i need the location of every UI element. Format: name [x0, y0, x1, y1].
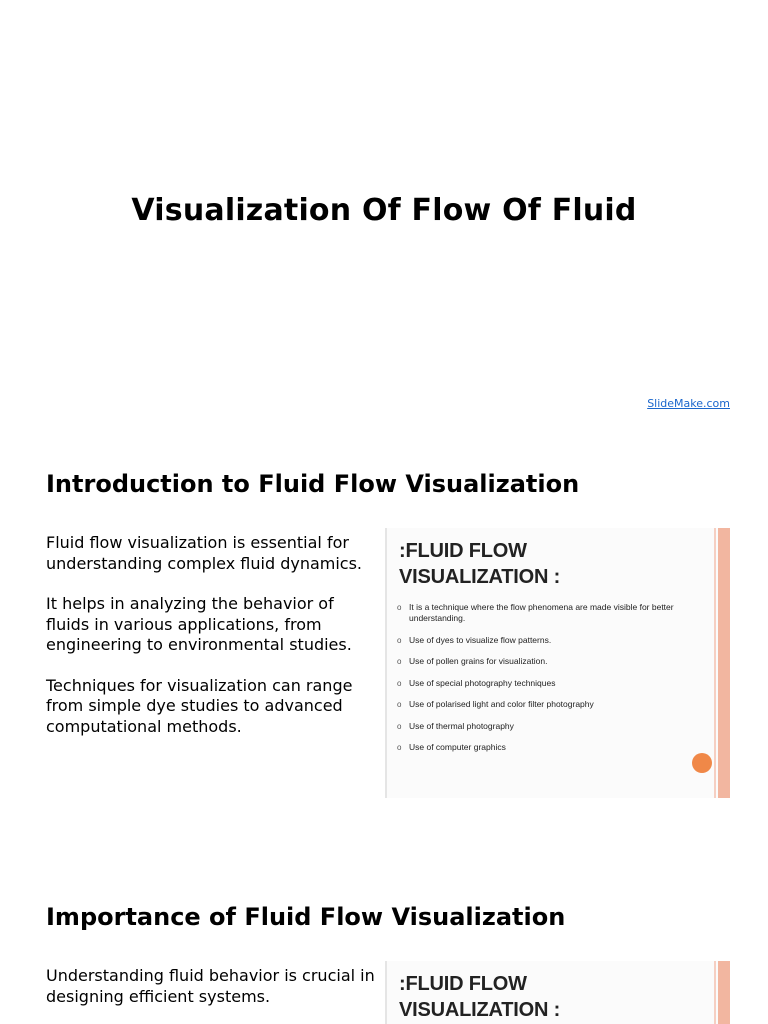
list-item: o Use of special photography techniques: [397, 677, 556, 688]
paragraph: It helps in analyzing the behavior of fluids in various applications, from engineering to environmental studies.: [46, 594, 352, 654]
thumbnail-heading-line: :FLUID FLOW: [399, 973, 527, 995]
bullet-icon: o: [397, 603, 402, 612]
thumbnail-heading-line: VISUALIZATION :: [399, 566, 561, 588]
orange-dot-icon: [692, 753, 712, 773]
thumbnail-heading-line: VISUALIZATION :: [399, 999, 561, 1021]
slide-thumbnail-image: [385, 528, 730, 798]
list-item: o Use of dyes to visualize flow patterns.: [397, 634, 552, 645]
decorative-stripe: [714, 961, 716, 1024]
bullet-icon: o: [397, 721, 402, 731]
list-item: o Use of pollen grains for visualization.: [397, 656, 548, 666]
slide-thumbnail-image: [385, 961, 730, 1024]
list-item: o Use of thermal photography: [397, 720, 514, 731]
list-item: o Use of computer graphics: [397, 742, 506, 752]
decorative-stripe: [718, 528, 730, 798]
decorative-stripe: [718, 961, 730, 1024]
bullet-icon: o: [397, 635, 402, 645]
bullet-icon: o: [397, 700, 402, 709]
decorative-stripe: [714, 528, 716, 798]
thumbnail-heading: [399, 971, 560, 1023]
paragraph: Techniques for visualization can range from simple dye studies to advanced computational methods.: [46, 675, 353, 736]
title-slide: [0, 0, 768, 430]
section-body: [46, 966, 376, 1024]
list-item: o Use of polarised light and color filter photography: [397, 699, 594, 709]
section-importance: [0, 903, 768, 1024]
list-item: o It is a technique where the flow phenomena are made visible for better understanding.: [397, 602, 674, 623]
thumbnail-bullet-list: [397, 602, 707, 764]
section-heading: Importance of Fluid Flow Visualization: [46, 903, 566, 931]
bullet-icon: o: [397, 743, 402, 752]
paragraph: Fluid flow visualization is essential for understanding complex fluid dynamics.: [46, 533, 363, 573]
paragraph: Understanding fluid behavior is crucial in designing efficient systems.: [46, 966, 375, 1006]
thumbnail-heading-line: :FLUID FLOW: [399, 540, 527, 562]
bullet-icon: o: [397, 657, 402, 666]
page-title: Visualization Of Flow Of Fluid: [131, 193, 637, 228]
bullet-icon: o: [397, 678, 402, 688]
slidemake-link[interactable]: SlideMake.com: [647, 397, 730, 410]
section-body: [46, 533, 376, 757]
section-heading: Introduction to Fluid Flow Visualization: [46, 470, 580, 498]
section-introduction: [0, 470, 768, 810]
thumbnail-heading: [399, 538, 560, 590]
